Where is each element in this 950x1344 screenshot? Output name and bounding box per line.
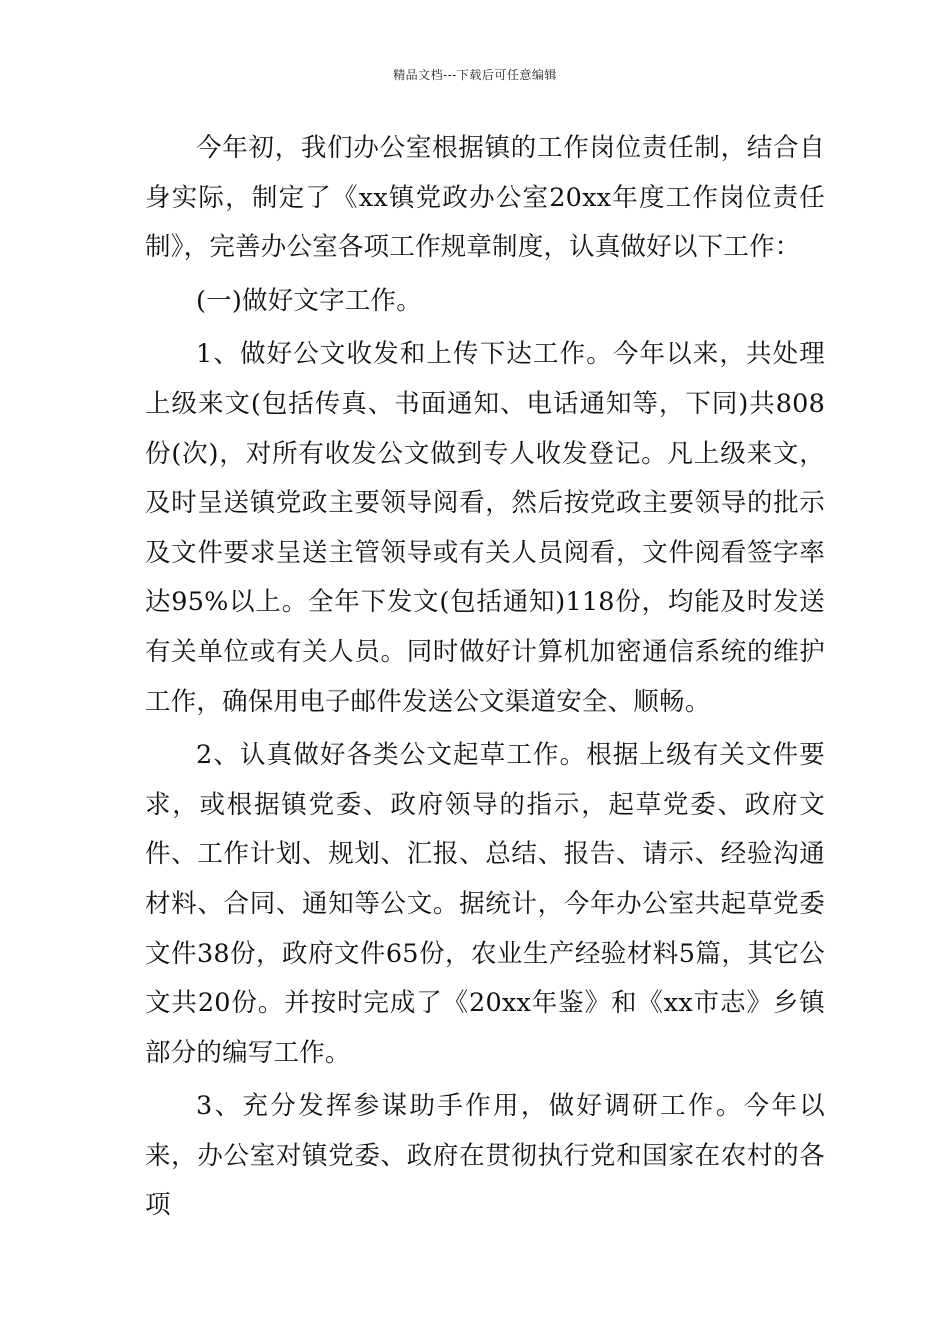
paragraph-item-2: 2、认真做好各类公文起草工作。根据上级有关文件要求，或根据镇党委、政府领导的指示，起草党委、政府文件、工作计划、规划、汇报、总结、报告、请示、经验沟通材料、合同、通知等公文。据统计，今年办公室共起草党委文件38份，政府文件65份，农业生产经验材料5篇，其它公文共20份。并按时完成了《20xx年鉴》和《xx市志》乡镇部分的编写工作。 [145, 740, 825, 1068]
paragraph-item-1: 1、做好公文收发和上传下达工作。今年以来，共处理上级来文(包括传真、书面通知、电话通知等，下同)共808份(次)，对所有收发公文做到专人收发登记。凡上级来文，及时呈送镇党政主要领导阅看，然后按党政主要领导的批示及文件要求呈送主管领导或有关人员阅看，文件阅看签字率达95%以上。全年下发文(包括通知)118份，均能及时发送有关单位或有关人员。同时做好计算机加密通信系统的维护工作，确保用电子邮件发送公文渠道安全、顺畅。 [145, 339, 825, 717]
page-header: 精品文档---下载后可任意编辑 [393, 68, 557, 82]
document-body [145, 124, 825, 1235]
paragraph-item-3: 3、充分发挥参谋助手作用，做好调研工作。今年以来，办公室对镇党委、政府在贯彻执行党和国家在农村的各项 [145, 1091, 825, 1221]
paragraph-intro: 今年初，我们办公室根据镇的工作岗位责任制，结合自身实际，制定了《xx镇党政办公室20xx年度工作岗位责任制》，完善办公室各项工作规章制度，认真做好以下工作： [145, 133, 825, 263]
section-heading-text-work: (一)做好文字工作。 [196, 285, 422, 316]
